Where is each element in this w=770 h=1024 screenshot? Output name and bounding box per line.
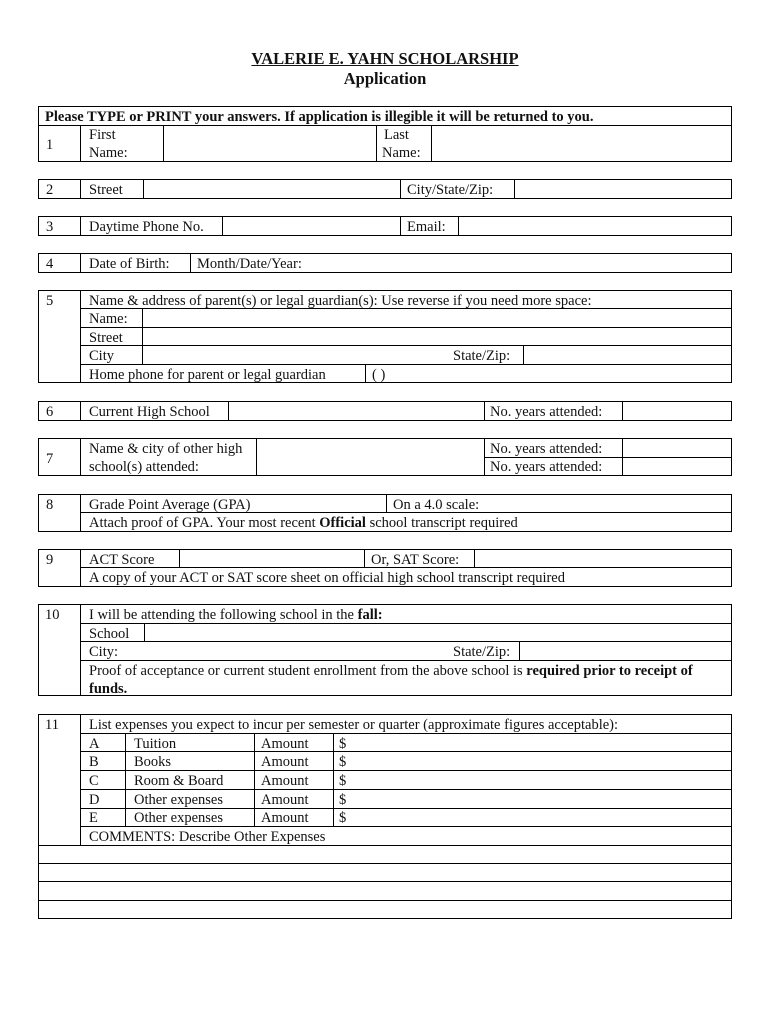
city-state-zip-field[interactable]: [515, 180, 731, 198]
last-name-label-2: Name:: [382, 145, 421, 161]
parent-name-field[interactable]: [143, 309, 731, 326]
expense-letter: E: [89, 810, 98, 826]
current-high-school-field[interactable]: [229, 402, 483, 420]
gpa-field[interactable]: [270, 495, 385, 511]
dollar-sign: $: [339, 810, 347, 826]
sat-score-field[interactable]: [475, 550, 731, 566]
act-score-field[interactable]: [180, 550, 363, 566]
fall-school-heading: I will be attending the following school in the fall:: [89, 607, 383, 623]
instructions: Please TYPE or PRINT your answers. If application is illegible it will be returned to you.: [45, 109, 594, 125]
section-number: 10: [45, 607, 60, 623]
dollar-sign: $: [339, 736, 347, 752]
expense-amount-field[interactable]: [350, 734, 731, 750]
parent-street-field[interactable]: [143, 328, 731, 344]
expense-letter: B: [89, 754, 99, 770]
score-note: A copy of your ACT or SAT score sheet on official high school transcript required: [89, 570, 565, 586]
sat-score-label: Or, SAT Score:: [371, 552, 460, 568]
section-number: 2: [46, 182, 54, 198]
first-name-field[interactable]: [164, 126, 375, 161]
section-number: 9: [46, 552, 54, 568]
dollar-sign: $: [339, 792, 347, 808]
parent-street-label: Street: [89, 330, 123, 346]
enrollment-proof-note-2: funds.: [89, 681, 128, 697]
section-number: 5: [46, 293, 54, 309]
page-title: VALERIE E. YAHN SCHOLARSHIP: [251, 49, 519, 68]
parent-state-zip-field[interactable]: [524, 346, 731, 363]
fall-state-zip-label: State/Zip:: [453, 644, 511, 660]
other-schools-field[interactable]: [257, 439, 483, 475]
fall-school-field[interactable]: [145, 624, 731, 640]
dollar-sign: $: [339, 754, 347, 770]
email-field[interactable]: [459, 217, 731, 235]
expenses-heading: List expenses you expect to incur per semester or quarter (approximate figures acceptable):: [89, 717, 619, 733]
parent-home-phone-field[interactable]: ( ): [372, 367, 386, 383]
years-attended-field[interactable]: [623, 402, 731, 420]
parent-home-phone-label: Home phone for parent or legal guardian: [89, 367, 326, 383]
expense-item: Books: [134, 754, 172, 770]
first-name-label-2: Name:: [89, 145, 128, 161]
page-subtitle: Application: [343, 69, 427, 88]
gpa-scale-label: On a 4.0 scale:: [393, 497, 480, 513]
gpa-scale-field[interactable]: [500, 495, 731, 511]
parent-name-label: Name:: [89, 311, 128, 327]
years-attended-field[interactable]: [623, 458, 731, 475]
comments-line[interactable]: [39, 864, 731, 880]
comments-line[interactable]: [39, 901, 731, 918]
expense-amount-label: Amount: [261, 736, 309, 752]
comments-line[interactable]: [39, 846, 731, 862]
years-attended-label: No. years attended:: [490, 404, 603, 420]
fall-school-label: School: [89, 626, 130, 642]
fall-city-label: City:: [89, 644, 119, 660]
expense-letter: A: [89, 736, 100, 752]
gpa-note: Attach proof of GPA. Your most recent Official school transcript required: [89, 515, 518, 531]
expense-amount-label: Amount: [261, 773, 309, 789]
section-number: 4: [46, 256, 54, 272]
street-label: Street: [89, 182, 123, 198]
years-attended-label: No. years attended:: [490, 441, 603, 457]
parent-city-label: City: [89, 348, 114, 364]
expense-amount-label: Amount: [261, 792, 309, 808]
expense-amount-label: Amount: [261, 754, 309, 770]
enrollment-proof-note: Proof of acceptance or current student enrollment from the above school is required prior to receipt of: [89, 663, 693, 679]
section-number: 3: [46, 219, 54, 235]
other-schools-label: Name & city of other high: [89, 441, 243, 457]
section-number: 1: [46, 137, 54, 153]
years-attended-label: No. years attended:: [490, 459, 603, 475]
expense-amount-field[interactable]: [350, 790, 731, 807]
city-state-zip-label: City/State/Zip:: [407, 182, 494, 198]
expense-item: Room & Board: [134, 773, 224, 789]
section-number: 8: [46, 497, 54, 513]
parent-state-zip-label: State/Zip:: [453, 348, 511, 364]
comments-line[interactable]: [39, 882, 731, 899]
act-score-label: ACT Score: [89, 552, 155, 568]
first-name-label: First: [89, 127, 116, 143]
years-attended-field[interactable]: [623, 439, 731, 456]
expense-letter: D: [89, 792, 100, 808]
section-number: 11: [45, 717, 59, 733]
street-field[interactable]: [144, 180, 399, 198]
section-number: 7: [46, 451, 54, 467]
fall-city-field[interactable]: [130, 642, 440, 659]
expense-amount-field[interactable]: [350, 752, 731, 769]
expense-item: Tuition: [134, 736, 177, 752]
other-schools-label-2: school(s) attended:: [89, 459, 199, 475]
expense-amount-field[interactable]: [350, 771, 731, 788]
date-of-birth-label: Date of Birth:: [89, 256, 170, 272]
current-high-school-label: Current High School: [89, 404, 210, 420]
daytime-phone-field[interactable]: [223, 217, 399, 235]
dollar-sign: $: [339, 773, 347, 789]
expense-amount-field[interactable]: [350, 809, 731, 825]
comments-label: COMMENTS: Describe Other Expenses: [89, 829, 326, 845]
expense-amount-label: Amount: [261, 810, 309, 826]
email-label: Email:: [407, 219, 446, 235]
date-of-birth-field[interactable]: [315, 254, 731, 272]
last-name-field[interactable]: [432, 126, 731, 161]
daytime-phone-label: Daytime Phone No.: [89, 219, 204, 235]
section-number: 6: [46, 404, 54, 420]
gpa-label: Grade Point Average (GPA): [89, 497, 251, 513]
date-format-label: Month/Date/Year:: [197, 256, 302, 272]
parent-city-field[interactable]: [143, 346, 443, 363]
parent-guardian-heading: Name & address of parent(s) or legal guardian(s): Use reverse if you need more space:: [89, 293, 592, 309]
expense-item: Other expenses: [134, 792, 223, 808]
expense-item: Other expenses: [134, 810, 223, 826]
fall-state-zip-field[interactable]: [520, 642, 731, 659]
expense-letter: C: [89, 773, 99, 789]
last-name-label: Last: [384, 127, 409, 143]
